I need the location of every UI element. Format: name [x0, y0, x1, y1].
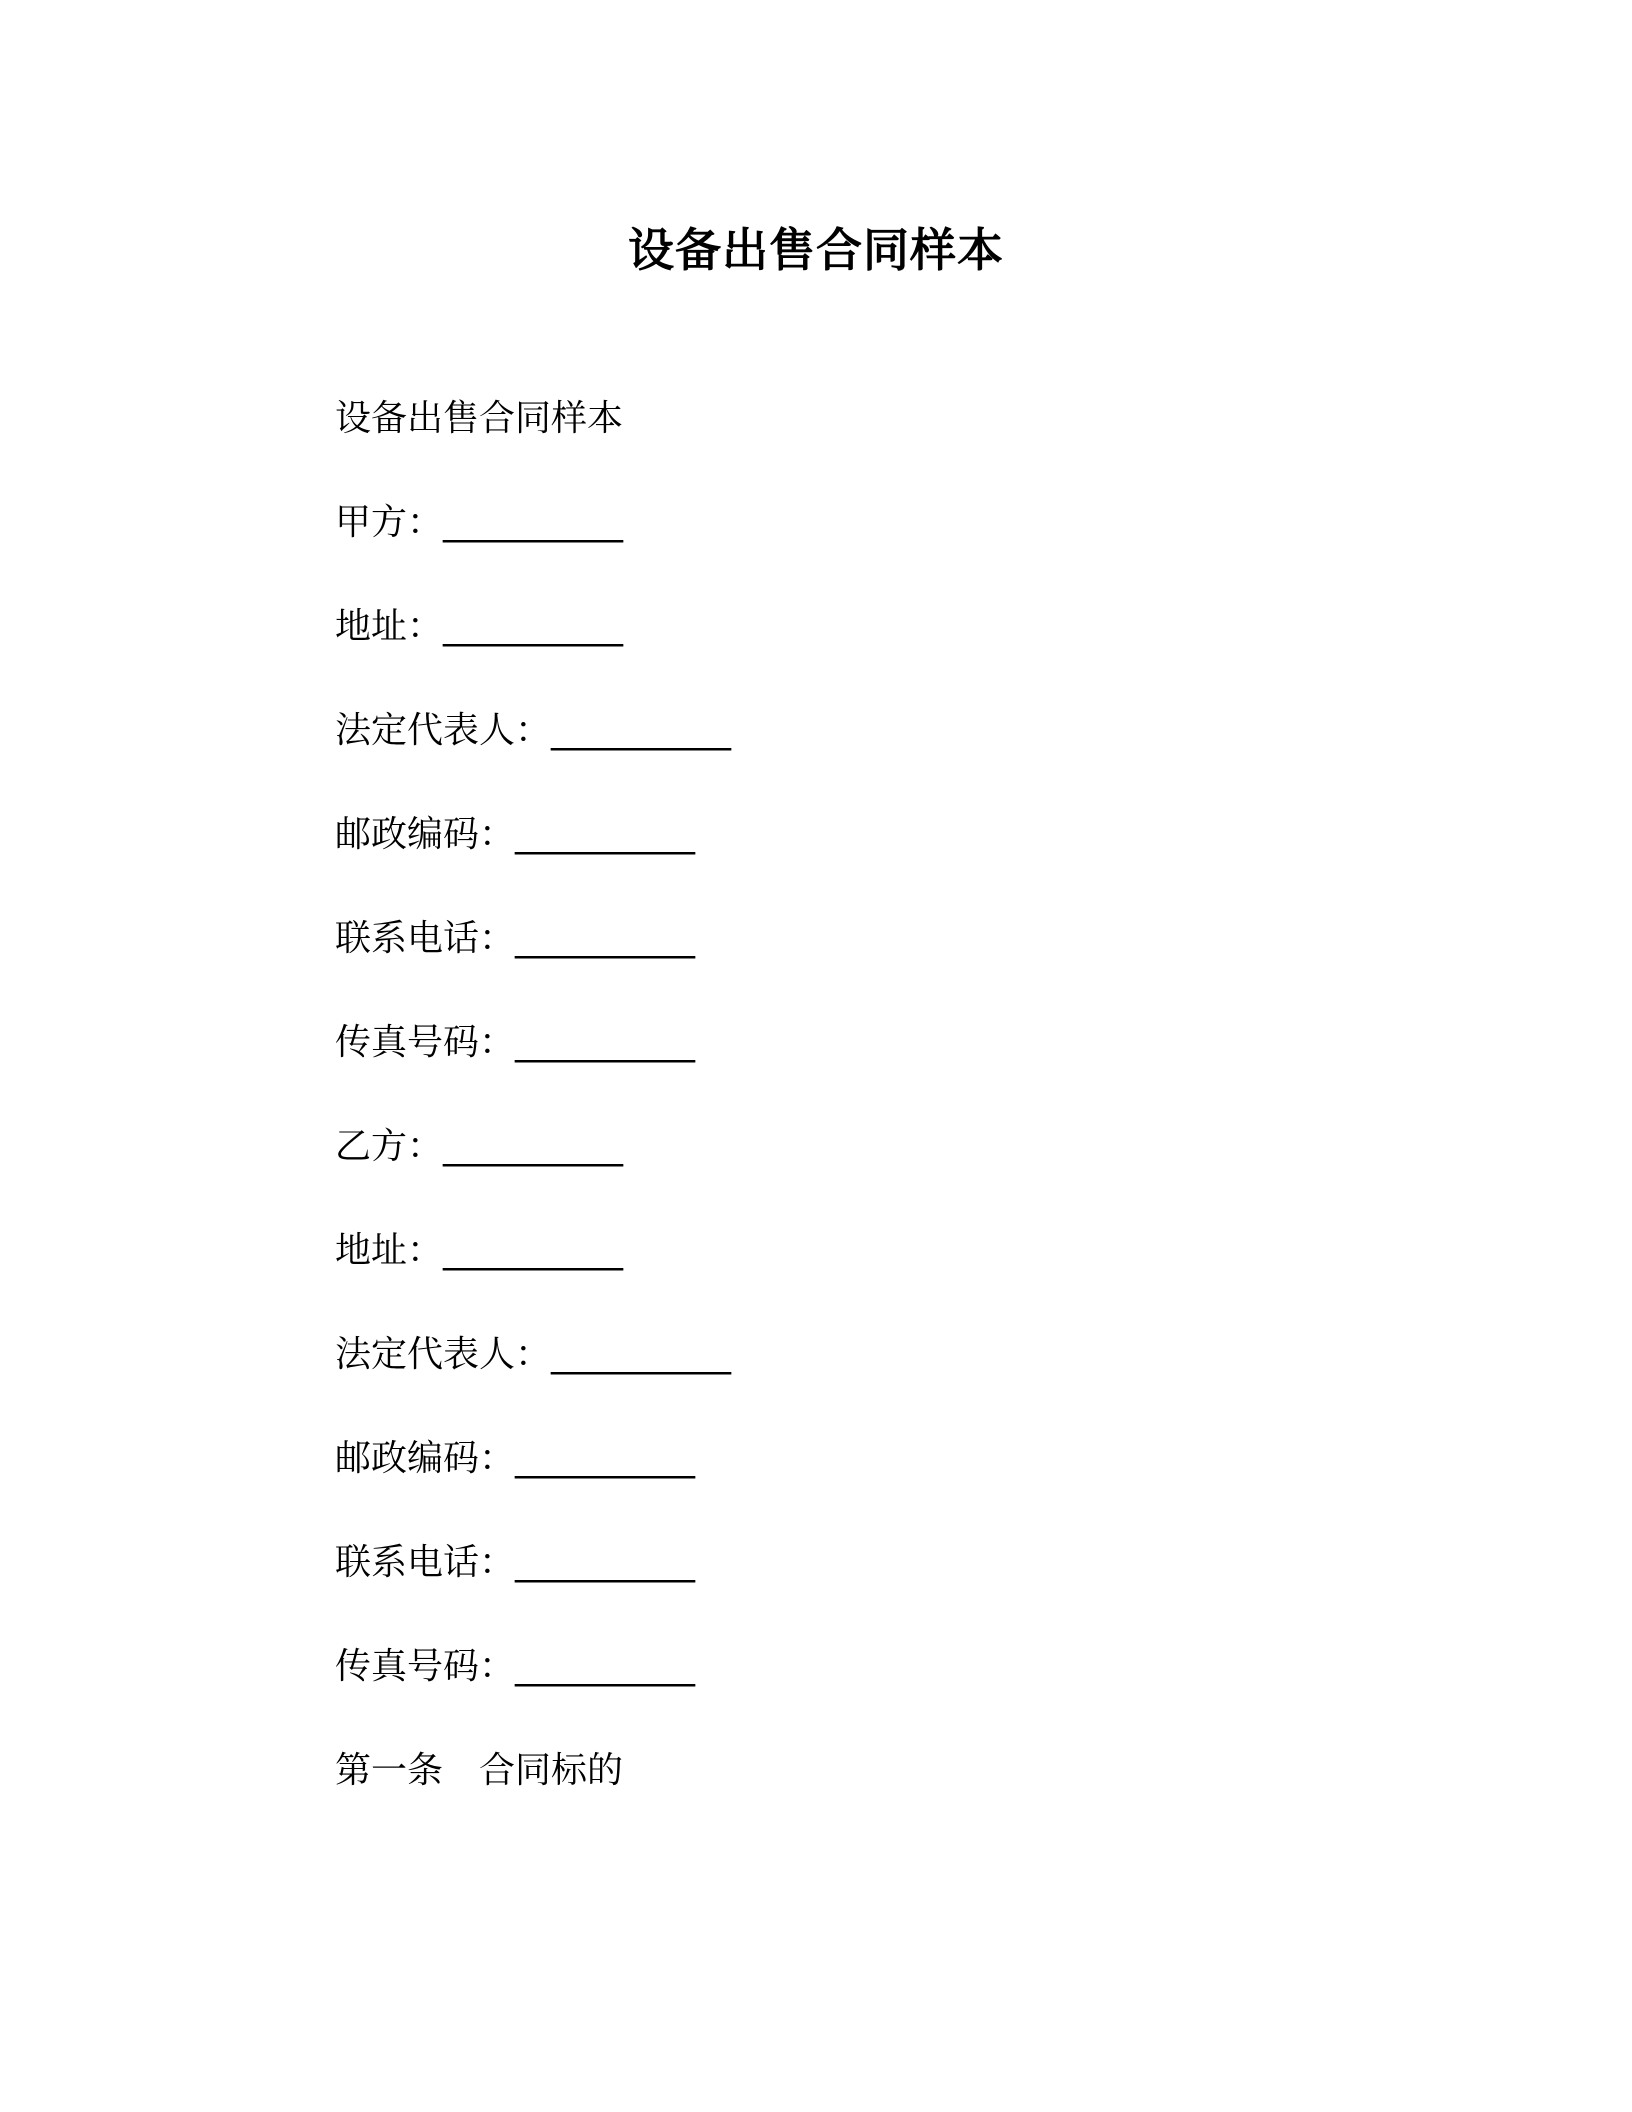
- field-blank: __________: [443, 502, 624, 543]
- party-a-postcode-line: [335, 811, 1335, 859]
- party-b-line: [335, 1123, 1335, 1171]
- field-blank: __________: [515, 1646, 696, 1687]
- party-b-representative-line: [335, 1331, 1335, 1379]
- field-blank: __________: [443, 1126, 624, 1167]
- field-blank: __________: [515, 814, 696, 855]
- party-a-line: [335, 499, 1335, 547]
- field-blank: __________: [515, 1438, 696, 1479]
- document-body: [335, 395, 1335, 1851]
- field-label: 传真号码：: [335, 1022, 516, 1063]
- field-label: 传真号码：: [335, 1646, 516, 1687]
- field-label: 地址：: [335, 1230, 444, 1271]
- party-b-fax-line: [335, 1643, 1335, 1691]
- party-a-address-line: [335, 603, 1335, 651]
- field-label: 联系电话：: [335, 1542, 516, 1583]
- field-label: 法定代表人：: [335, 710, 552, 751]
- party-b-phone-line: [335, 1539, 1335, 1587]
- field-label: 法定代表人：: [335, 1334, 552, 1375]
- field-label: 地址：: [335, 606, 444, 647]
- party-a-fax-line: [335, 1019, 1335, 1067]
- field-label: 乙方：: [335, 1126, 444, 1167]
- document-subtitle: 设备出售合同样本: [335, 398, 624, 439]
- party-a-phone-line: [335, 915, 1335, 963]
- field-blank: __________: [443, 1230, 624, 1271]
- field-label: 邮政编码：: [335, 1438, 516, 1479]
- field-blank: __________: [515, 1542, 696, 1583]
- document-title: 设备出售合同样本: [628, 223, 1004, 277]
- field-label: 邮政编码：: [335, 814, 516, 855]
- field-label: 甲方：: [335, 502, 444, 543]
- field-blank: __________: [551, 710, 732, 751]
- party-b-postcode-line: [335, 1435, 1335, 1483]
- field-blank: __________: [515, 1022, 696, 1063]
- party-a-representative-line: [335, 707, 1335, 755]
- field-label: 联系电话：: [335, 918, 516, 959]
- section-heading: 第一条 合同标的: [335, 1750, 624, 1791]
- field-blank: __________: [551, 1334, 732, 1375]
- field-blank: __________: [443, 606, 624, 647]
- field-blank: __________: [515, 918, 696, 959]
- party-b-address-line: [335, 1227, 1335, 1275]
